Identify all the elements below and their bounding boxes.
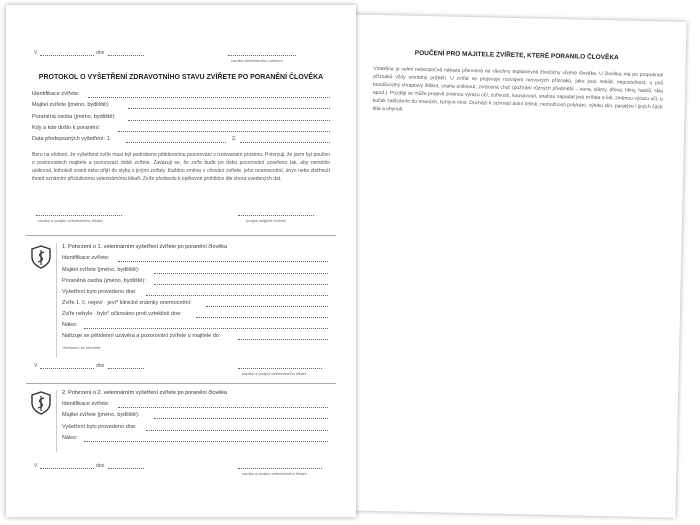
s1-field-injured-person-line[interactable] — [154, 284, 328, 285]
section1-heading: 1. Potvrzení o 1. veterinárním vyšetření zvířete po poranění člověka — [62, 244, 228, 250]
s1-field-animal-id-line[interactable] — [118, 261, 328, 262]
instruction-page — [337, 14, 686, 518]
s1-field-vaccination: Zvíře nebylo · bylo* očkováno proti vzteklině dne: — [62, 311, 182, 317]
s1-field-quarantine: Nařizuje se pětidenní uzávěra a pozorování zvířete u majitele do: — [62, 333, 221, 339]
s1-field-animal-id: Identifikace zvířete: — [62, 255, 110, 261]
header-place-prefix: V — [34, 50, 38, 56]
field-exam-dates: Data předepsaných vyšetření: 1. — [32, 136, 112, 142]
vet-emblem-icon-2 — [30, 391, 52, 415]
field-injured-person: Poraněná osoba (jméno, bydliště): — [32, 114, 116, 120]
field-owner: Majitel zvířete (jméno, bydliště): — [32, 102, 110, 108]
section-separator-2 — [26, 383, 336, 384]
field-exam-date-2-label: 2. — [232, 136, 237, 142]
field-animal-id: Identifikace zvířete: — [32, 91, 80, 97]
header-stamp-line — [228, 55, 296, 56]
field-exam-date-2-line[interactable] — [240, 142, 330, 143]
s2-place-line[interactable] — [40, 468, 94, 469]
s1-field-injured-person: Poraněná osoba (jméno, bydliště): — [62, 278, 146, 284]
vet-emblem-icon — [30, 245, 52, 269]
owner-declaration-paragraph: Beru na vědomí, že vyšetřené zvíře musí být podrobeno pětidennímu pozorování v izolovaném prostoru. Potvrzuji, že jsem byl poučen o povinnostech majitele a pozorovací době zvířete. Zavazuji se, že zvíře bude po dobu pozorování uzavřeno tak, aby nemohlo uniknout, kohokoli zranit nebo přijít do styku s jinými zvířaty. Každou změnu v chování zvířete, jeho onemocnění, únyn nebo zběhnutí ihned oznámím příslušnému veterinárnímu lékaři. Zvíře předvedu k opětovné prohlídce dle shora uvedených dat. — [32, 152, 330, 182]
s2-field-animal-id: Identifikace zvířete: — [62, 401, 110, 407]
s2-field-owner-line[interactable] — [154, 418, 328, 419]
s2-date-line[interactable] — [108, 468, 144, 469]
s1-signature-line — [238, 368, 322, 369]
field-owner-line[interactable] — [128, 108, 330, 109]
header-place-line[interactable] — [40, 55, 94, 56]
instruction-title: POUČENÍ PRO MAJITELE ZVÍŘETE, KTERÉ PORANILO ČLOVĚKA — [414, 49, 619, 62]
s1-field-exam-date: Vyšetření bylo provedeno dne: — [62, 289, 137, 295]
s2-field-finding-line[interactable] — [84, 441, 328, 442]
s1-date-prefix: V — [34, 363, 38, 369]
s1-field-clinical-signs-line[interactable] — [206, 306, 328, 307]
s1-field-owner: Majitel zvířete (jméno, bydliště): — [62, 267, 140, 273]
field-injury-when-where: Kdy a kde došlo k poranění: — [32, 125, 101, 131]
owner-signature-caption: podpis majitele zvířete — [246, 218, 286, 223]
s2-date-label: dne — [96, 463, 105, 469]
field-injured-person-line[interactable] — [128, 120, 330, 121]
s2-signature-line — [238, 468, 322, 469]
s1-field-finding: Nález: — [62, 322, 78, 328]
s2-field-exam-date-line[interactable] — [146, 430, 328, 431]
s1-signature-caption: razítko a podpis veterinárního lékaře — [242, 371, 307, 376]
s1-field-finding-line[interactable] — [84, 328, 328, 329]
field-injury-when-where-line[interactable] — [118, 131, 330, 132]
field-animal-id-line[interactable] — [88, 97, 330, 98]
s2-date-prefix: V — [34, 463, 38, 469]
vet-signature-line — [36, 215, 122, 216]
header-date-label: dne — [96, 50, 105, 56]
owner-signature-line — [238, 215, 314, 216]
s1-date-label: dne — [96, 363, 105, 369]
header-date-line[interactable] — [108, 55, 144, 56]
s2-field-owner: Majitel zvířete (jméno, bydliště): — [62, 412, 140, 418]
s1-field-owner-line[interactable] — [154, 273, 328, 274]
s1-field-clinical-signs: Zvíře 1. č. nejeví · jeví* klinické známky onemocnění: — [62, 300, 192, 306]
protocol-page — [6, 5, 356, 517]
section-separator — [26, 235, 336, 236]
section2-heading: 2. Potvrzení o 2. veterinárním vyšetření zvířete po poranění člověka — [62, 390, 228, 396]
protocol-title: PROTOKOL O VYŠETŘENÍ ZDRAVOTNÍHO STAVU ZVÍŘETE PO PORANĚNÍ ČLOVĚKA — [38, 74, 324, 81]
s2-signature-caption: razítko a podpis veterinárního lékaře — [242, 471, 307, 476]
s1-field-quarantine-line[interactable] — [238, 339, 328, 340]
s1-place-line[interactable] — [40, 368, 94, 369]
s2-field-exam-date: Vyšetření bylo provedeno dne: — [62, 424, 137, 430]
s1-field-vaccination-line[interactable] — [196, 317, 328, 318]
s1-field-exam-date-line[interactable] — [146, 295, 328, 296]
s2-field-animal-id-line[interactable] — [118, 407, 328, 408]
vet-signature-caption: razítko a podpis veterinárního lékaře — [38, 218, 103, 223]
instruction-paragraph: Vzteklina je velmi nebezpečná nákaza přenosná na všechny teplokrevné živočichy včetně člověka. U člověka má po propuknutí příznaků vždy smrtelný průběh. U zvířat se projevuje rozvojem nervových příznaků, jako jsou neklid, nepostulnost, u psů bezdůvodný chraplavý štěkot, snaha uniknout, zvrácená chuť (požírání různých předmětů – sena, slámy, dřeva, hlíny, hadrů, skla apod.). Později se může projevit změnou výrazu očí, zuřivostí, kousavostí, snahou napadat jiná zvířata a lidi, změnou výrazu očí, u koček zalézáním do tmavých, tichých míst. Dochází k ochrnutí dolní čelisti, nemožnosti polykání, výtoku slin, paralýze i jiných částí těla a uhynutí. — [372, 65, 664, 113]
s1-date-line[interactable] — [108, 368, 144, 369]
header-stamp-caption: razítko veterinárního zařízení — [231, 58, 283, 63]
section1-vertical-rule — [56, 243, 57, 358]
section2-vertical-rule — [56, 390, 57, 452]
field-exam-date-1-line[interactable] — [126, 142, 226, 143]
s1-footnote: *Nehodící se škrtněte. — [62, 345, 102, 350]
s2-field-finding: Nález: — [62, 435, 78, 441]
